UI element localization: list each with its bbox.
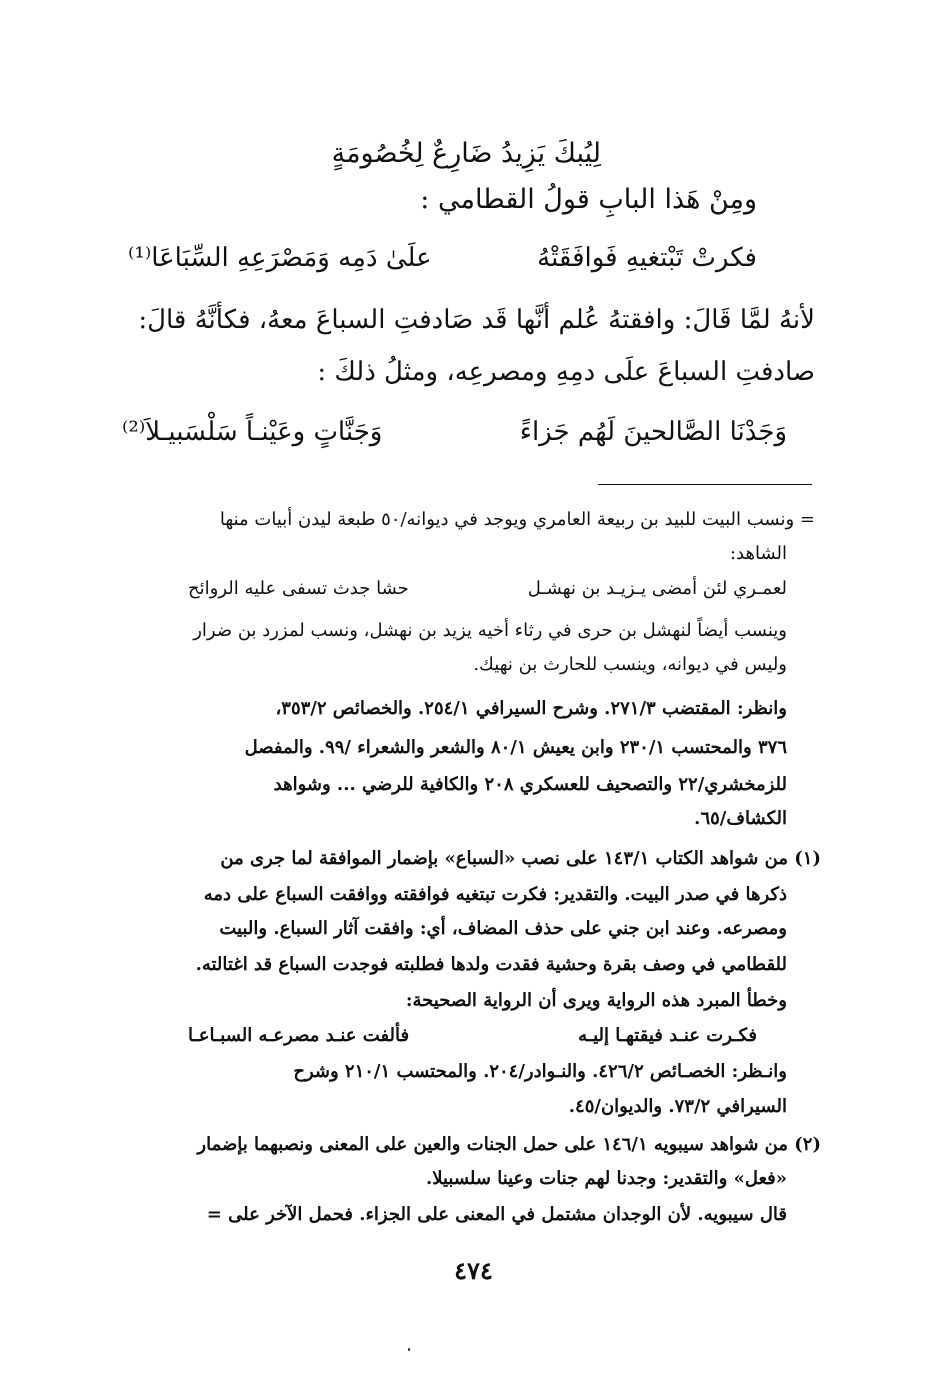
explanation-line-1: لأنهُ لمَّا قَالَ: وافقتهُ عُلم أنَّها قَد صَادفتِ السباعَ معهُ، فكأنَّهُ قالَ: bbox=[138, 305, 815, 335]
page-number: ٤٧٤ bbox=[454, 1256, 493, 1285]
footnote-continuation-line-2: الشاهد: bbox=[729, 543, 787, 564]
quoted-verse-hemistich-right: لعمـري لئن أمضى يـزيـد بن نهشـل bbox=[527, 578, 787, 599]
note-1-line-1: (١) من شواهد الكتاب ١٤٣/١ على نصب «السباع» بإضمار الموافقة لما جرى من bbox=[220, 848, 821, 869]
footnote-separator bbox=[598, 484, 812, 485]
verse-1-hemistich-right: فكرتْ تَبْتغيهِ فَوافَقَتْهُ bbox=[537, 243, 757, 273]
attribution-line-1: وينسب أيضاً لنهشل بن حرى في رثاء أخيه يزيد بن نهشل، ونسب لمزرد بن ضرار bbox=[193, 620, 787, 641]
note-2-line-1: (٢) من شواهد سيبويه ١٤٦/١ على حمل الجنات والعين على المعنى ونصبهما بإضمار bbox=[197, 1134, 821, 1155]
references-line-4: الكشاف/٦٥. bbox=[694, 808, 787, 829]
note-1-line-4: للقطامي في وصف بقرة وحشية فقدت ولدها فطلبته فوجدت السباع قد اغتالته. bbox=[195, 954, 787, 975]
note-1-refs-line-2: السيرافي ٧٣/٢. والديوان/٤٥. bbox=[568, 1096, 787, 1117]
note-1-verse-hemistich-right: فكـرت عنـد فيقتهـا إليـه bbox=[578, 1025, 757, 1046]
note-2-line-2: «فعل» والتقدير: وجدنا لهم جنات وعينا سلسبيلا. bbox=[425, 1168, 787, 1189]
footnote-continuation-line-1: = ونسب البيت للبيد بن ربيعة العامري ويوجد في ديوانه/٥٠ طبعة ليدن أبيات منها bbox=[219, 509, 815, 530]
top-verse: لِيُبكَ يَزِيدُ ضَارِعٌ لِخُصُومَةٍ bbox=[331, 138, 601, 169]
references-line-2: ٣٧٦ والمحتسب ٢٣٠/١ وابن يعيش ٨٠/١ والشعر والشعراء /٩٩. والمفصل bbox=[244, 737, 787, 758]
verse-2-hemistich-left: وَجَنَّاتٍ وعَيْنـاً سَلْسَبيـلاَ⁽²⁾ bbox=[122, 417, 383, 447]
note-1-line-2: ذكرها في صدر البيت. والتقدير: فكرت تبتغيه فوافقته ووافقت السباع على دمه bbox=[203, 884, 787, 905]
attribution-line-2: وليس في ديوانه، وينسب للحارث بن نهيك. bbox=[473, 654, 787, 675]
intro-line: ومِنْ هَذا البابِ قولُ القطامي : bbox=[420, 184, 757, 215]
references-line-1: وانظر: المقتضب ٢٧١/٣. وشرح السيرافي ٢٥٤/١. والخصائص ٣٥٣/٢، bbox=[275, 698, 787, 719]
verse-1-hemistich-left: علَىٰ دَمِه وَمَصْرَعِهِ السِّبَاعَا⁽¹⁾ bbox=[128, 243, 432, 273]
quoted-verse-hemistich-left: حشا جدث تسفى عليه الروائح bbox=[188, 578, 409, 599]
note-1-verse-hemistich-left: فألفت عنـد مصرعـه السبـاعـا bbox=[188, 1025, 410, 1046]
verse-2-hemistich-right: وَجَدْنَا الصَّالحينَ لَهُم جَزاءً bbox=[519, 417, 787, 447]
scan-speck bbox=[408, 1348, 410, 1351]
references-line-3: للزمخشري/٢٢ والتصحيف للعسكري ٢٠٨ والكافية للرضي ... وشواهد bbox=[273, 774, 787, 795]
note-1-line-3: ومصرعه. وعند ابن جني على حذف المضاف، أي: وافقت آثار السباع. والبيت bbox=[219, 918, 787, 939]
explanation-line-2: صادفتِ السباعَ علَى دمِهِ ومصرعِه، ومثلُ ذلكَ : bbox=[317, 357, 815, 387]
note-1-line-5: وخطأ المبرد هذه الرواية ويرى أن الرواية الصحيحة: bbox=[405, 990, 787, 1011]
note-1-refs-line-1: وانـظر: الخصـائص ٤٢٦/٢. والنـوادر/٢٠٤. والمحتسب ٢١٠/١ وشرح bbox=[293, 1061, 787, 1082]
note-2-line-3: قال سيبويه. لأن الوجدان مشتمل في المعنى على الجزاء. فحمل الآخر على = bbox=[206, 1204, 787, 1225]
